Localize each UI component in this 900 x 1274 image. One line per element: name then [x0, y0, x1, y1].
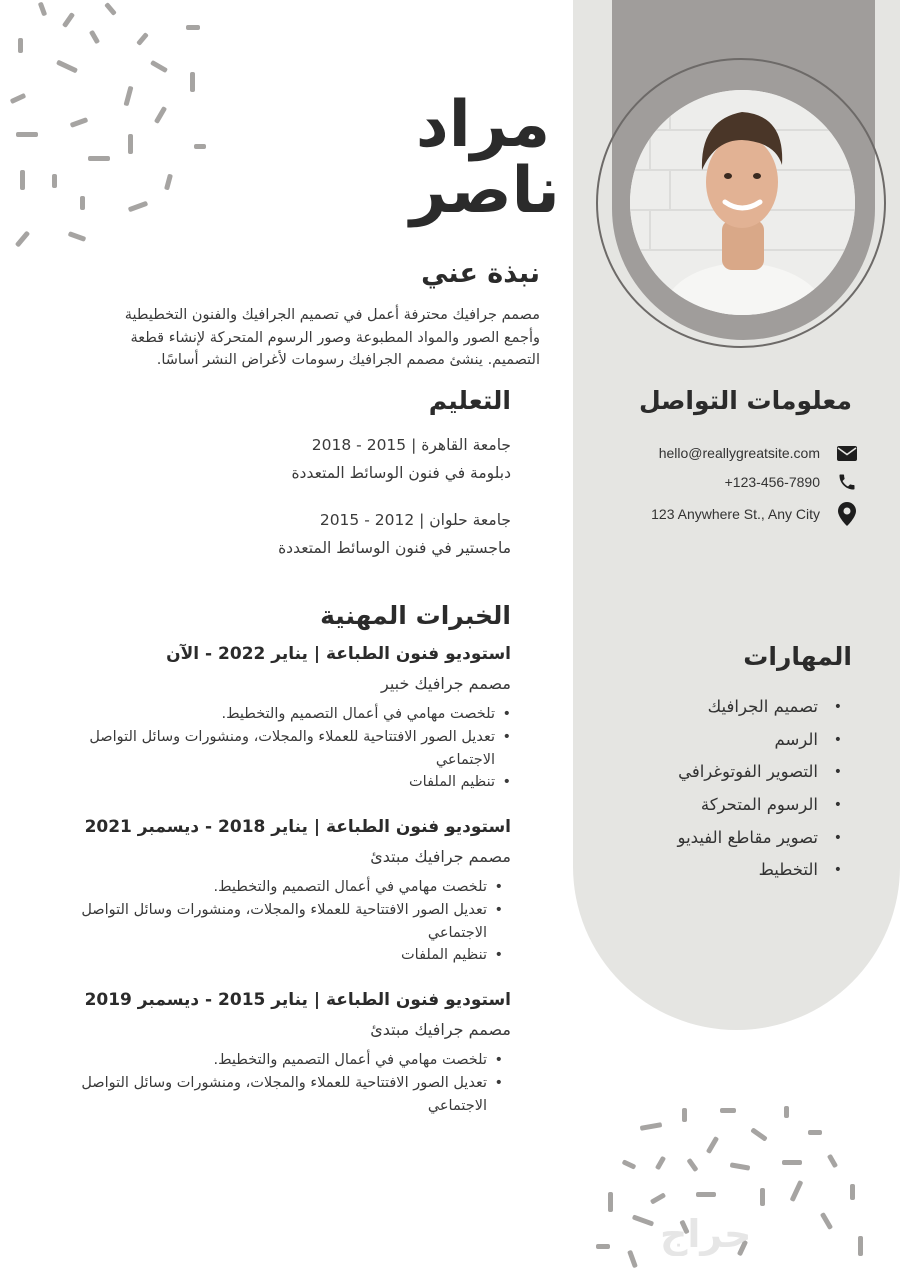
- confetti-decoration-top: [0, 0, 220, 260]
- job-bullets: [41, 1049, 503, 1117]
- skills-section: [586, 691, 846, 887]
- education-title: التعليم: [428, 386, 511, 415]
- skill-item: • تصميم الجرافيك: [586, 691, 846, 724]
- job-bullets: [41, 876, 503, 967]
- skill-item: • الرسم: [586, 724, 846, 757]
- job-bullets: [41, 703, 511, 794]
- job-bullet: [41, 1072, 503, 1118]
- job-bullet-text: تعديل الصور الافتتاحية للعملاء والمجلات، ومنشورات وسائل التواصل: [81, 901, 487, 918]
- job-entry: [41, 814, 511, 967]
- contact-phone[interactable]: +123-456-7890: [724, 474, 820, 490]
- job-header: استوديو فنون الطباعة | يناير 2015 - ديسمبر 2019: [84, 990, 511, 1010]
- education-school: جامعة القاهرة | 2015 - 2018: [311, 436, 511, 454]
- about-line: وأجمع الصور والمواد المطبوعة وصور الرسوم المتحركة لإنشاء قطعة: [130, 329, 540, 346]
- education-school: جامعة حلوان | 2012 - 2015: [319, 511, 511, 529]
- job-bullet: [41, 899, 503, 945]
- skill-item: • تصوير مقاطع الفيديو: [586, 822, 846, 855]
- job-bullet: • تنظيم الملفات: [41, 944, 503, 967]
- job-bullet: [41, 726, 511, 772]
- location-pin-icon: [836, 503, 858, 525]
- skills-title: المهارات: [743, 642, 852, 671]
- job-bullet-continued: الاجتماعي: [427, 924, 487, 941]
- first-name: مراد: [415, 88, 551, 162]
- job-bullet: • تنظيم الملفات: [41, 771, 511, 794]
- watermark-logo: حراج: [660, 1212, 752, 1256]
- job-bullet-text: تعديل الصور الافتتاحية للعملاء والمجلات، ومنشورات وسائل التواصل: [89, 728, 495, 745]
- job-bullet-continued: الاجتماعي: [435, 751, 495, 768]
- job-role: مصمم جرافيك مبتدئ: [370, 847, 511, 866]
- job-bullet: • تلخصت مهامي في أعمال التصميم والتخطيط.: [41, 703, 511, 726]
- envelope-icon: [836, 442, 858, 464]
- job-bullet: • تلخصت مهامي في أعمال التصميم والتخطيط.: [41, 876, 503, 899]
- job-role: مصمم جرافيك مبتدئ: [370, 1020, 511, 1039]
- contact-title: معلومات التواصل: [638, 386, 852, 415]
- contact-email-row: [558, 440, 858, 466]
- education-degree: ماجستير في فنون الوسائط المتعددة: [278, 539, 511, 557]
- phone-icon: [836, 471, 858, 493]
- about-line: التصميم. ينشئ مصمم الجرافيك رسومات لأغراض النشر أساسًا.: [156, 352, 540, 368]
- job-header: استوديو فنون الطباعة | يناير 2018 - ديسمبر 2021: [84, 817, 511, 837]
- education-degree: دبلومة في فنون الوسائط المتعددة: [291, 464, 511, 482]
- contact-email[interactable]: hello@reallygreatsite.com: [658, 445, 820, 461]
- job-bullet: • تلخصت مهامي في أعمال التصميم والتخطيط.: [41, 1049, 503, 1072]
- contact-address: 123 Anywhere St., Any City: [651, 506, 820, 522]
- job-header: استوديو فنون الطباعة | يناير 2022 - الآن: [166, 644, 511, 664]
- about-title: نبذة عني: [421, 258, 540, 289]
- education-entry: [181, 506, 511, 562]
- job-bullet-text: تعديل الصور الافتتاحية للعملاء والمجلات، ومنشورات وسائل التواصل: [81, 1074, 487, 1091]
- job-role: مصمم جرافيك خبير: [380, 674, 511, 693]
- job-bullet-continued: الاجتماعي: [427, 1097, 487, 1114]
- skill-item: • الرسوم المتحركة: [586, 789, 846, 822]
- contact-phone-row: [558, 469, 858, 495]
- about-line: مصمم جرافيك محترفة أعمل في تصميم الجرافيك والفنون التخطيطية: [124, 307, 540, 323]
- experience-title: الخبرات المهنية: [320, 601, 511, 630]
- job-entry: [41, 987, 511, 1117]
- name-block: [410, 88, 560, 228]
- job-entry: [41, 641, 511, 794]
- skills-list: [586, 691, 846, 887]
- contact-address-row: [558, 501, 858, 527]
- last-name: ناصر: [410, 154, 560, 228]
- skill-item: • التصوير الفوتوغرافي: [586, 756, 846, 789]
- about-paragraph: [60, 304, 540, 372]
- education-entry: [181, 431, 511, 487]
- profile-photo: [630, 90, 855, 315]
- skill-item: • التخطيط: [586, 854, 846, 887]
